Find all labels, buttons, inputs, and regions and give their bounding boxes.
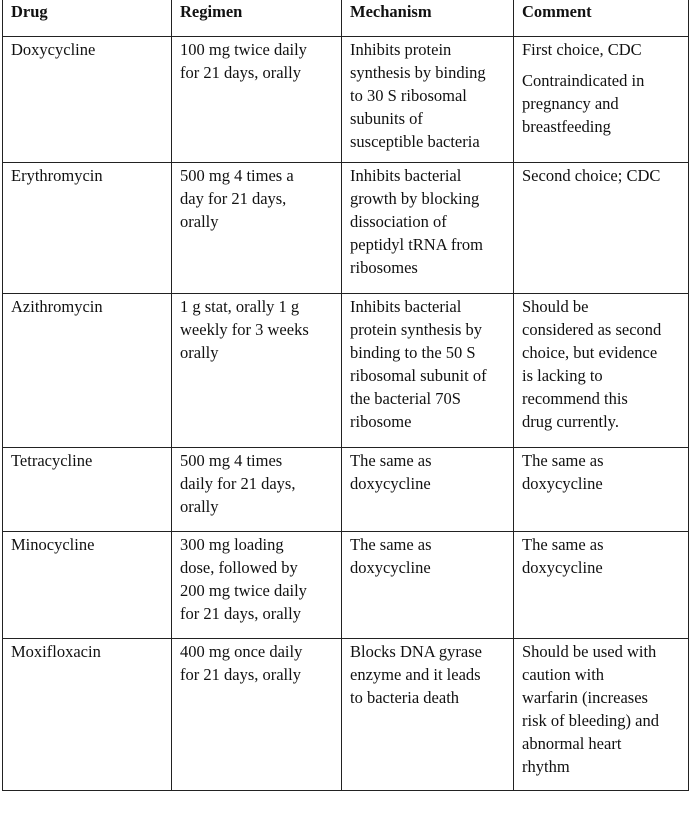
- cell-regimen: 500 mg 4 times daily for 21 days, orally: [172, 448, 342, 532]
- cell-mechanism: Inhibits bacterial protein synthesis by binding to the 50 S ribosomal subunit of the bacterial 70S ribosome: [342, 294, 514, 448]
- cell-comment: Should be used with caution with warfarin (increases risk of bleeding) and abnormal heart rhythm: [514, 639, 689, 791]
- cell-comment: Should be considered as second choice, but evidence is lacking to recommend this drug currently.: [514, 294, 689, 448]
- cell-comment: First choice, CDC Contraindicated in pregnancy and breastfeeding: [514, 37, 689, 163]
- table-row: [3, 37, 689, 163]
- cell-comment: The same as doxycycline: [514, 532, 689, 639]
- cell-mechanism: Blocks DNA gyrase enzyme and it leads to bacteria death: [342, 639, 514, 791]
- table-header-row: [3, 0, 689, 37]
- table-row: [3, 639, 689, 791]
- cell-mechanism: Inhibits protein synthesis by binding to 30 S ribosomal subunits of susceptible bacteria: [342, 37, 514, 163]
- table-row: [3, 163, 689, 294]
- cell-drug: Moxifloxacin: [3, 639, 172, 791]
- cell-regimen: 1 g stat, orally 1 g weekly for 3 weeks orally: [172, 294, 342, 448]
- cell-drug: Minocycline: [3, 532, 172, 639]
- header-regimen: Regimen: [172, 0, 342, 37]
- cell-drug: Doxycycline: [3, 37, 172, 163]
- cell-mechanism: The same as doxycycline: [342, 448, 514, 532]
- table-row: [3, 448, 689, 532]
- cell-comment: The same as doxycycline: [514, 448, 689, 532]
- cell-regimen: 300 mg loading dose, followed by 200 mg twice daily for 21 days, orally: [172, 532, 342, 639]
- cell-mechanism: Inhibits bacterial growth by blocking dissociation of peptidyl tRNA from ribosomes: [342, 163, 514, 294]
- cell-comment: Second choice; CDC: [514, 163, 689, 294]
- header-comment: Comment: [514, 0, 689, 37]
- cell-drug: Tetracycline: [3, 448, 172, 532]
- header-drug: Drug: [3, 0, 172, 37]
- cell-drug: Erythromycin: [3, 163, 172, 294]
- table-row: [3, 532, 689, 639]
- table-row: [3, 294, 689, 448]
- cell-regimen: 100 mg twice daily for 21 days, orally: [172, 37, 342, 163]
- drug-regimen-table: [2, 0, 689, 791]
- header-mechanism: Mechanism: [342, 0, 514, 37]
- cell-mechanism: The same as doxycycline: [342, 532, 514, 639]
- cell-regimen: 500 mg 4 times a day for 21 days, orally: [172, 163, 342, 294]
- cell-drug: Azithromycin: [3, 294, 172, 448]
- cell-regimen: 400 mg once daily for 21 days, orally: [172, 639, 342, 791]
